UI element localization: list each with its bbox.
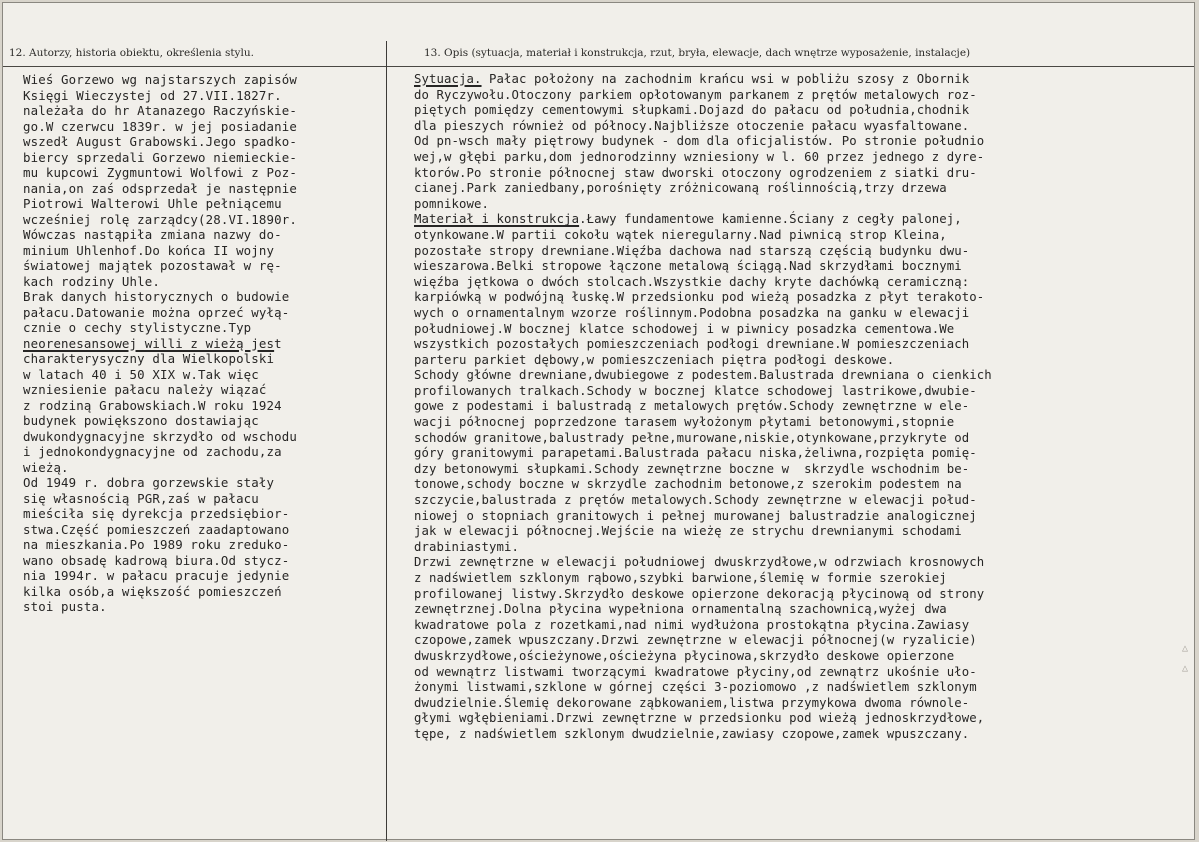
text-line: wej,w głębi parku,dom jednorodzinny wzniesiony w l. 60 przez jednego z dyre-: [414, 149, 985, 164]
text-line: wacji północnej poprzedzone tarasem wyłożonym płytami betonowymi,stopnie: [414, 415, 955, 430]
text-line: piętych pomiędzy cementowymi słupkami.Dojazd do pałacu od południa,chodnik: [414, 103, 970, 118]
form-sheet: [2, 2, 1195, 840]
text-line: wcześniej rolę zarządcy(28.VI.1890r.: [23, 211, 297, 227]
text-line: żonymi listwami,szklone w górnej części 3-poziomowo ,z nadświetlem szklonym: [414, 680, 977, 695]
text-line: Od 1949 r. dobra gorzewskie stały: [23, 475, 275, 490]
section-12-header: 12. Autorzy, historia obiektu, określenia stylu.: [9, 47, 254, 59]
text-line: stwa.Część pomieszczeń zaadaptowano: [23, 521, 290, 537]
history-text-column: [23, 72, 375, 615]
text-line: głymi wgłębieniami.Drzwi zewnętrzne w przedsionku pod wieżą jednoskrzydłowe,: [414, 711, 985, 726]
text-line: profilowanych tralkach.Schody w bocznej klatce schodowej lastrikowe,dwubie-: [414, 383, 977, 398]
text-line: należała do hr Atanazego Raczyńskie-: [23, 103, 297, 118]
text-line: drabiniastymi.: [414, 539, 520, 554]
text-line: neorenesansowej willi z wieżą jest: [23, 335, 282, 351]
text-line: więźba jętkowa o dwóch stolcach.Wszystkie dachy kryte dachówką ceramiczną:: [414, 274, 970, 289]
text-line: dwukondygnacyjne skrzydło od wschodu: [23, 428, 297, 444]
text-line: pomnikowe.: [414, 196, 490, 211]
text-line: Od pn-wsch mały piętrowy budynek - dom dla oficjalistów. Po stronie południo: [414, 134, 985, 149]
text-line: na mieszkania.Po 1989 roku zreduko-: [23, 537, 290, 552]
scan-speck-icon: △: [1182, 643, 1189, 654]
text-line: z nadświetlem szklonym rąbowo,szybki barwione,ślemię w formie szerokiej: [414, 571, 947, 585]
text-line: kwadratowe pola z rozetkami,nad nimi wydłużona prostokątna płycina.Zawiasy: [414, 617, 970, 632]
text-line: jak w elewacji północnej.Wejście na wieżę ze strychu drewnianymi schodami: [414, 524, 962, 539]
text-line: mieściła się dyrekcja przedsiębior-: [23, 506, 290, 521]
text-line: południowej.W bocznej klatce schodowej i w piwnicy posadzka cementowa.We: [414, 321, 955, 336]
text-line: wszystkich pozostałych pomieszczeniach podłogi drewniane.W pomieszczeniach: [414, 337, 970, 352]
text-line: cianej.Park zaniedbany,porośnięty zróżnicowaną roślinnością,trzy drzewa: [414, 181, 947, 196]
column-divider: [386, 41, 387, 841]
text-line: Piotrowi Walterowi Uhle pełniącemu: [23, 196, 282, 211]
text-line: dla pieszych również od północy.Najbliższe otoczenie pałacu wyasfaltowane.: [414, 118, 970, 133]
text-line: go.W czerwcu 1839r. w jej posiadanie: [23, 118, 297, 134]
text-line: wych o ornamentalnym wzorze roślinnym.Podobna posadzka na ganku w elewacji: [414, 305, 970, 320]
text-line: pałacu.Datowanie można oprzeć wyłą-: [23, 304, 290, 320]
text-line: biercy sprzedali Gorzewo niemieckie-: [23, 149, 297, 165]
text-line: wieszarowa.Belki stropowe łączone metalową ściągą.Nad skrzydłami bocznymi: [414, 259, 962, 274]
text-line: ktorów.Po stronie północnej staw dworski otoczony ogrodzeniem z siatki dru-: [414, 165, 977, 180]
text-line: mu kupcowi Zygmuntowi Wolfowi z Poz-: [23, 165, 297, 180]
underlined-heading: Sytuacja.: [414, 72, 482, 86]
text-line: do Ryczywołu.Otoczony parkiem opłotowanym parkanem z prętów metalowych roz-: [414, 87, 977, 102]
text-line: Brak danych historycznych o budowie: [23, 289, 290, 304]
text-line: pozostałe stropy drewniane.Więźba dachowa nad starszą częścią budynku dwu-: [414, 243, 970, 258]
text-line: Drzwi zewnętrzne w elewacji południowej dwuskrzydłowe,w odrzwiach krosnowych: [414, 555, 985, 570]
scan-speck-icon: △: [1182, 663, 1189, 674]
text-line: Materiał i konstrukcja.Ławy fundamentowe kamienne.Ściany z cegły palonej,: [414, 212, 962, 227]
text-line: z rodziną Grabowskiach.W roku 1924: [23, 397, 282, 413]
text-line: od wewnątrz listwami tworzącymi kwadratowe płyciny,od zewnątrz ukośnie uło-: [414, 664, 977, 679]
text-line: wszedł August Grabowski.Jego spadko-: [23, 134, 297, 149]
text-line: Sytuacja. Pałac położony na zachodnim krańcu wsi w pobliżu szosy z Obornik: [414, 72, 970, 86]
text-line: szczycie,balustrada z prętów metalowych.Schody zewnętrzne w elewacji połud-: [414, 493, 977, 508]
text-line: i jednokondygnacyjne od zachodu,za: [23, 444, 282, 459]
text-line: Schody główne drewniane,dwubiegowe z podestem.Balustrada drewniana o cienkich: [414, 368, 992, 383]
text-line: zewnętrznej.Dolna płycina wypełniona ornamentalną szachownicą,wyżej dwa: [414, 602, 947, 617]
text-line: dwudzielnie.Ślemię dekorowane ząbkowaniem,listwa przymykowa dwoma równole-: [414, 695, 970, 710]
text-line: Wieś Gorzewo wg najstarszych zapisów: [23, 72, 297, 87]
header-divider: [3, 66, 1194, 67]
text-line: dzy betonowymi słupkami.Schody zewnętrzne boczne w skrzydle wschodnim be-: [414, 461, 970, 476]
text-line: minium Uhlenhof.Do końca II wojny: [23, 242, 275, 258]
text-line: stoi pusta.: [23, 599, 107, 614]
text-line: Wówczas nastąpiła zmiana nazwy do-: [23, 227, 282, 242]
text-line: tępe, z nadświetlem szklonym dwudzielnie,zawiasy czopowe,zamek wpuszczany.: [414, 726, 970, 741]
text-line: czopowe,zamek wpuszczany.Drzwi zewnętrzne w elewacji północnej(w ryzalicie): [414, 633, 977, 648]
text-line: się własnością PGR,zaś w pałacu: [23, 490, 259, 506]
text-line: niowej o stopniach granitowych i pełnej murowanej balustradzie analogicznej: [414, 508, 977, 523]
text-line: wieżą.: [23, 459, 69, 475]
text-line: wzniesienie pałacu należy wiązać: [23, 382, 267, 397]
text-line: gowe z podestami i balustradą z metalowych prętów.Schody zewnętrzne w ele-: [414, 399, 970, 414]
text-line: profilowanej listwy.Skrzydło deskowe opierzone dekoracją płycinową od strony: [414, 586, 985, 601]
text-line: schodów granitowe,balustrady pełne,murowane,niskie,otynkowane,przykryte od: [414, 430, 970, 445]
text-line: tonowe,schody boczne w skrzydle zachodnim betonowe,z szerokim podestem na: [414, 477, 962, 492]
text-line: wano obsadę kadrową biura.Od stycz-: [23, 552, 290, 568]
text-line: otynkowane.W partii cokołu wątek nieregularny.Nad piwnicą strop Kleina,: [414, 227, 947, 242]
text-line: w latach 40 i 50 XIX w.Tak więc: [23, 366, 259, 382]
underlined-heading: neorenesansowej willi z wieżą jes: [23, 335, 275, 351]
text-line: Księgi Wieczystej od 27.VII.1827r.: [23, 87, 282, 103]
underlined-heading: Materiał i konstrukcja: [414, 212, 580, 227]
text-line: nania,on zaś odsprzedał je następnie: [23, 180, 297, 196]
text-line: nia 1994r. w pałacu pracuje jedynie: [23, 568, 290, 583]
description-text-column: [414, 72, 1184, 743]
text-line: parteru parkiet dębowy,w pomieszczeniach piętra podłogi deskowe.: [414, 352, 895, 367]
text-line: kilka osób,a większość pomieszczeń: [23, 583, 282, 599]
text-line: góry granitowymi parapetami.Balustrada pałacu niska,żeliwna,rozpięta pomię-: [414, 446, 977, 461]
text-line: kach rodziny Uhle.: [23, 273, 160, 289]
text-line: budynek powiększono dostawiając: [23, 413, 259, 428]
text-line: światowej majątek pozostawał w rę-: [23, 258, 282, 273]
text-line: charakterysyczny dla Wielkopolski: [23, 351, 275, 366]
text-line: karpiówką w podwójną łuskę.W przedsionku pod wieżą posadzka z płyt terakoto-: [414, 290, 985, 305]
text-line: cznie o cechy stylistyczne.Typ: [23, 320, 252, 335]
text-line: dwuskrzydłowe,ościeżynowe,ościeżyna płycinowa,skrzydło deskowe opierzone: [414, 648, 955, 663]
section-13-header: 13. Opis (sytuacja, materiał i konstrukcja, rzut, bryła, elewacje, dach wnętrze wyposażenie, instalacje): [424, 47, 971, 59]
